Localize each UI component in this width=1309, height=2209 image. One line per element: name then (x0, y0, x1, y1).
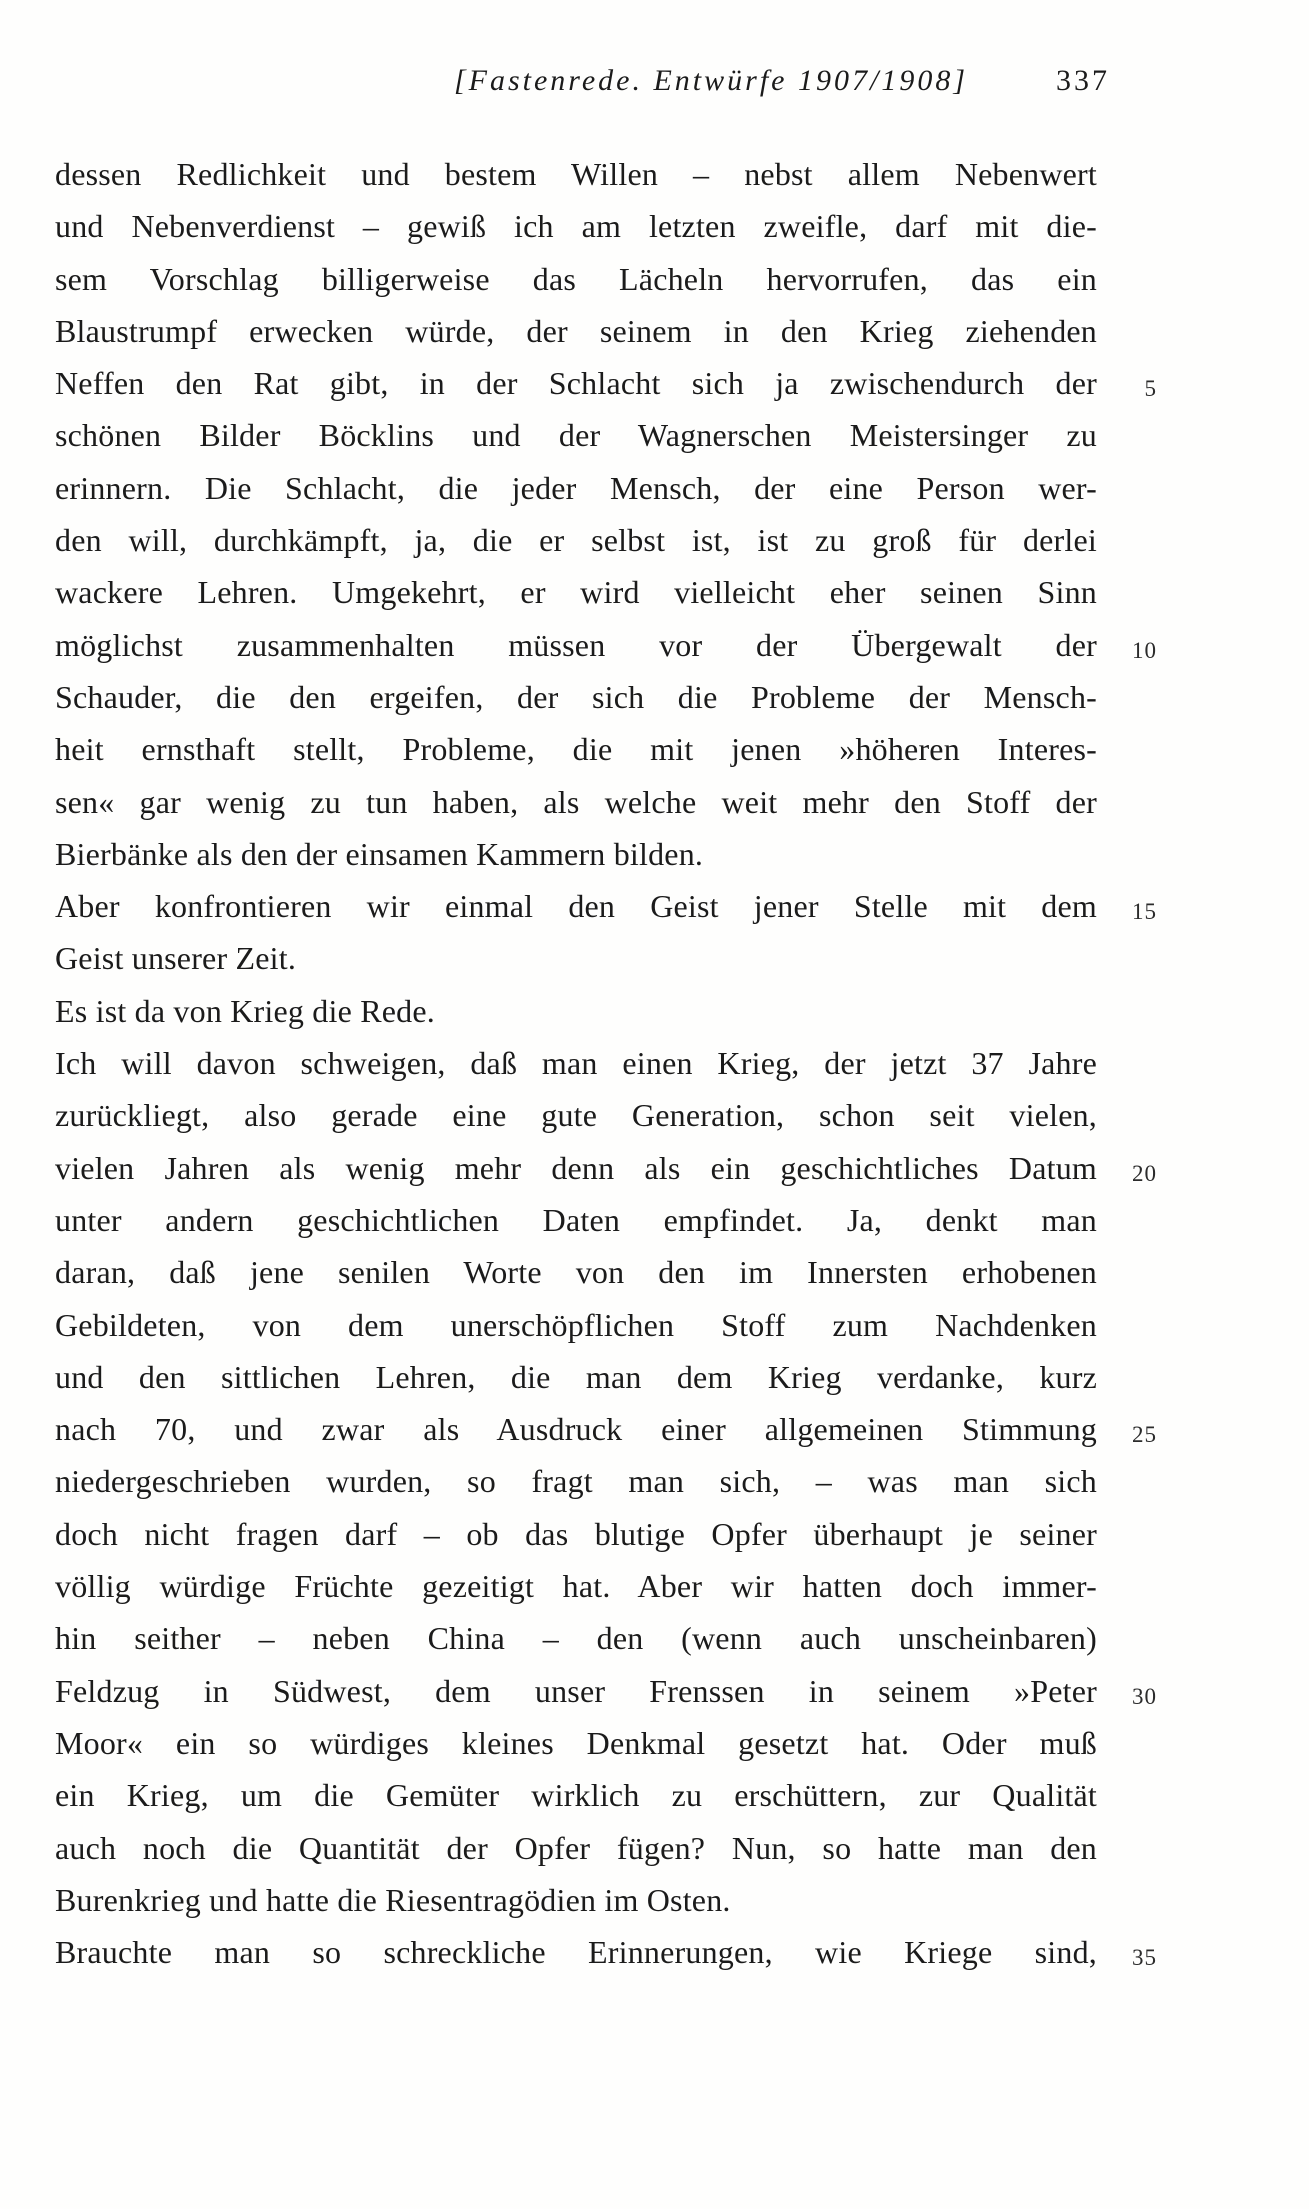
text-line (55, 1299, 1097, 1351)
line-text: erinnern. Die Schlacht, die jeder Mensch, der eine Person wer- (55, 469, 1097, 506)
line-text: zurückliegt, also gerade eine gute Generation, schon seit vielen, (55, 1097, 1097, 1134)
line-text: auch noch die Quantität der Opfer fügen? Nun, so hatte man den (55, 1829, 1097, 1866)
text-line (55, 1822, 1097, 1874)
line-text: sem Vorschlag billigerweise das Lächeln hervorrufen, das ein (55, 260, 1097, 297)
line-text: niedergeschrieben wurden, so fragt man sich, – was man sich (55, 1463, 1097, 1500)
line-text: völlig würdige Früchte gezeitigt hat. Aber wir hatten doch immer- (55, 1568, 1097, 1605)
line-text: doch nicht fragen darf – ob das blutige Opfer überhaupt je seiner (55, 1515, 1097, 1552)
line-text: hin seither – neben China – den (wenn auch unscheinbaren) (55, 1620, 1097, 1657)
text-line (55, 1612, 1097, 1664)
line-text: schönen Bilder Böcklins und der Wagnerschen Meistersinger zu (55, 417, 1097, 454)
text-line (55, 253, 1097, 305)
text-line (55, 932, 1097, 984)
line-text: heit ernsthaft stellt, Probleme, die mit jenen »höheren Interes- (55, 731, 1097, 768)
page-number: 337 (1056, 64, 1110, 97)
line-text: Neffen den Rat gibt, in der Schlacht sich ja zwischendurch der (55, 365, 1097, 402)
text-line (55, 357, 1157, 409)
line-text: Burenkrieg und hatte die Riesentragödien im Osten. (55, 1881, 731, 1918)
line-number-marker: 10 (1132, 637, 1157, 663)
line-text: und Nebenverdienst – gewiß ich am letzten zweifle, darf mit die- (55, 208, 1097, 245)
line-text: daran, daß jene senilen Worte von den im Innersten erhobenen (55, 1254, 1097, 1291)
text-line (55, 1926, 1157, 1978)
line-text: und den sittlichen Lehren, die man dem Krieg verdanke, kurz (55, 1358, 1097, 1395)
text-line (55, 1717, 1097, 1769)
text-line (55, 985, 1097, 1037)
text-line (55, 1089, 1097, 1141)
line-number-marker: 25 (1132, 1422, 1157, 1448)
line-text: wackere Lehren. Umgekehrt, er wird vielleicht eher seinen Sinn (55, 574, 1097, 611)
text-line (55, 1769, 1097, 1821)
text-line (55, 1194, 1097, 1246)
line-number-marker: 30 (1132, 1683, 1157, 1709)
line-text: unter andern geschichtlichen Daten empfindet. Ja, denkt man (55, 1201, 1097, 1238)
line-text: den will, durchkämpft, ja, die er selbst ist, ist zu groß für derlei (55, 522, 1097, 559)
line-text: Es ist da von Krieg die Rede. (55, 992, 435, 1029)
line-text: Brauchte man so schreckliche Erinnerungen, wie Kriege sind, (55, 1934, 1097, 1971)
text-line (55, 200, 1097, 252)
text-line (55, 671, 1097, 723)
text-line (55, 1874, 1097, 1926)
text-line (55, 409, 1097, 461)
text-line (55, 619, 1157, 671)
line-text: ein Krieg, um die Gemüter wirklich zu erschüttern, zur Qualität (55, 1777, 1097, 1814)
line-text: Bierbänke als den der einsamen Kammern bilden. (55, 835, 704, 872)
text-line (55, 1142, 1157, 1194)
line-text: möglichst zusammenhalten müssen vor der Übergewalt der (55, 626, 1097, 663)
text-line (55, 1403, 1157, 1455)
line-number-marker: 15 (1132, 899, 1157, 925)
text-line (55, 1665, 1157, 1717)
text-line (55, 1560, 1097, 1612)
line-text: vielen Jahren als wenig mehr denn als ein geschichtliches Datum (55, 1149, 1097, 1186)
page-header (0, 58, 1309, 110)
line-number-marker: 5 (1144, 376, 1157, 402)
text-line (55, 514, 1097, 566)
text-line (55, 305, 1097, 357)
text-line (55, 1508, 1097, 1560)
text-line (55, 148, 1097, 200)
line-text: Aber konfrontieren wir einmal den Geist jener Stelle mit dem (55, 888, 1097, 925)
text-line (55, 566, 1097, 618)
text-line (55, 1455, 1097, 1507)
text-line (55, 462, 1097, 514)
text-line (55, 776, 1097, 828)
text-line (55, 1246, 1097, 1298)
line-text: Blaustrumpf erwecken würde, der seinem in den Krieg ziehenden (55, 312, 1097, 349)
line-text: Ich will davon schweigen, daß man einen Krieg, der jetzt 37 Jahre (55, 1045, 1097, 1082)
text-line (55, 1037, 1097, 1089)
line-number-marker: 20 (1132, 1160, 1157, 1186)
line-text: Feldzug in Südwest, dem unser Frenssen in seinem »Peter (55, 1672, 1097, 1709)
text-line (55, 880, 1157, 932)
text-line (55, 1351, 1097, 1403)
running-title: [Fastenrede. Entwürfe 1907/1908] (453, 64, 968, 97)
line-number-marker: 35 (1132, 1945, 1157, 1971)
line-text: Gebildeten, von dem unerschöpflichen Stoff zum Nachdenken (55, 1306, 1097, 1343)
text-block (55, 148, 1157, 1978)
line-text: Geist unserer Zeit. (55, 940, 297, 977)
line-text: sen« gar wenig zu tun haben, als welche weit mehr den Stoff der (55, 783, 1097, 820)
line-text: nach 70, und zwar als Ausdruck einer allgemeinen Stimmung (55, 1411, 1097, 1448)
text-line (55, 723, 1097, 775)
line-text: dessen Redlichkeit und bestem Willen – nebst allem Nebenwert (55, 156, 1097, 192)
text-line (55, 828, 1097, 880)
line-text: Moor« ein so würdiges kleines Denkmal gesetzt hat. Oder muß (55, 1724, 1097, 1761)
line-text: Schauder, die den ergeifen, der sich die Probleme der Mensch- (55, 678, 1097, 715)
